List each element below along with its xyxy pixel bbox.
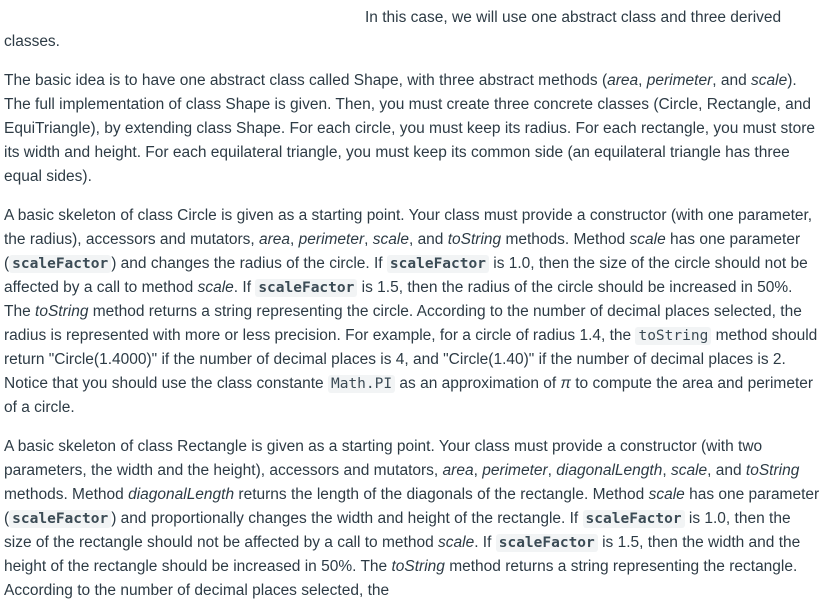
inline-code: scaleFactor <box>9 255 111 273</box>
intro-rest: classes. <box>4 33 60 50</box>
text: , <box>290 231 299 248</box>
method-name: toString <box>391 558 445 575</box>
inline-code: toString <box>635 327 711 345</box>
method-name: toString <box>745 462 800 479</box>
text: , <box>547 462 557 479</box>
method-name: toString <box>447 231 502 248</box>
text: method should return "Circle(1.4000)" if the number of decimal places is 4, and "Circle(1.40)" if the number of decimal places is 2. Notice that you should use the class constante <box>4 327 818 392</box>
inline-code: scaleFactor <box>9 510 111 528</box>
method-name: perimeter <box>646 72 713 89</box>
text: A basic skeleton of class Circle is given as a starting point. Your class must provide a constructor (with one parameter, the radius), accessors and mutators, <box>4 207 813 248</box>
text: , and <box>707 462 746 479</box>
method-name: area <box>607 72 639 89</box>
text: ). The full implementation of class Shape is given. Then, you must create three concrete classes (Circle, Rectangle, and EquiTriangle), by extending class Shape. For each circle, you must keep its radius. For each rectangle, you must store its width and height. For each equilateral triangle, you must keep its common side (an equilateral triangle has three equal sides). <box>4 72 815 185</box>
text: , and <box>408 231 448 248</box>
text: , <box>638 72 647 89</box>
intro-lead: In this case, we will use one abstract class and three derived <box>365 9 782 26</box>
rectangle-paragraph <box>4 435 822 603</box>
pi-symbol: π <box>560 375 571 392</box>
inline-code: scaleFactor <box>496 534 598 552</box>
text: is 1.0, then the size of the circle should not be affected by a call to method <box>4 255 808 296</box>
method-name: scale <box>670 462 708 479</box>
text: is 1.5, then the width and the height of the rectangle should be increased in 50%. The <box>4 534 801 575</box>
text: , <box>662 462 671 479</box>
text: , <box>473 462 483 479</box>
text: has one parameter ( <box>4 231 801 272</box>
text: . If <box>233 279 256 296</box>
text: , <box>364 231 373 248</box>
text: The basic idea is to have one abstract class called Shape, with three abstract methods ( <box>4 72 608 89</box>
inline-code: scaleFactor <box>255 279 357 297</box>
shape-paragraph <box>4 69 822 189</box>
text: is 1.0, then the size of the rectangle should not be affected by a call to method <box>4 510 791 551</box>
method-name: scale <box>372 231 409 248</box>
method-name: diagonalLength <box>128 486 235 503</box>
method-name: perimeter <box>482 462 548 479</box>
text: ) and changes the radius of the circle. If <box>111 255 387 272</box>
method-name: scale <box>648 486 685 503</box>
inline-code: Math.PI <box>328 375 395 393</box>
text: returns the length of the diagonals of the rectangle. Method <box>234 486 649 503</box>
method-name: perimeter <box>298 231 365 248</box>
method-name: diagonalLength <box>556 462 663 479</box>
inline-code: scaleFactor <box>387 255 489 273</box>
text: methods. Method <box>501 231 630 248</box>
inline-code: scaleFactor <box>583 510 685 528</box>
text: , and <box>712 72 752 89</box>
text: method returns a string representing the rectangle. According to the number of decimal places selected, the <box>4 558 798 599</box>
text: has one parameter ( <box>4 486 820 527</box>
method-name: scale <box>438 534 475 551</box>
text: A basic skeleton of class Rectangle is given as a starting point. Your class must provide a constructor (with two parameters, the width and the height), accessors and mutators, <box>4 438 763 479</box>
text: ) and proportionally changes the width and height of the rectangle. If <box>111 510 583 527</box>
text: method returns a string representing the circle. According to the number of decimal places selected, the radius is represented with more or less precision. For example, for a circle of radius 1.4, the <box>4 303 802 344</box>
text: to compute the area and perimeter of a circle. <box>4 375 814 416</box>
method-name: toString <box>35 303 89 320</box>
method-name: scale <box>629 231 666 248</box>
method-name: scale <box>197 279 234 296</box>
text: as an approximation of <box>395 375 561 392</box>
method-name: area <box>442 462 474 479</box>
text: methods. Method <box>4 486 129 503</box>
intro-paragraph <box>4 0 822 54</box>
text: . If <box>474 534 496 551</box>
method-name: scale <box>751 72 788 89</box>
text: is 1.5, then the radius of the circle should be increased in 50%. The <box>4 279 793 320</box>
method-name: area <box>259 231 291 248</box>
circle-paragraph <box>4 204 822 420</box>
